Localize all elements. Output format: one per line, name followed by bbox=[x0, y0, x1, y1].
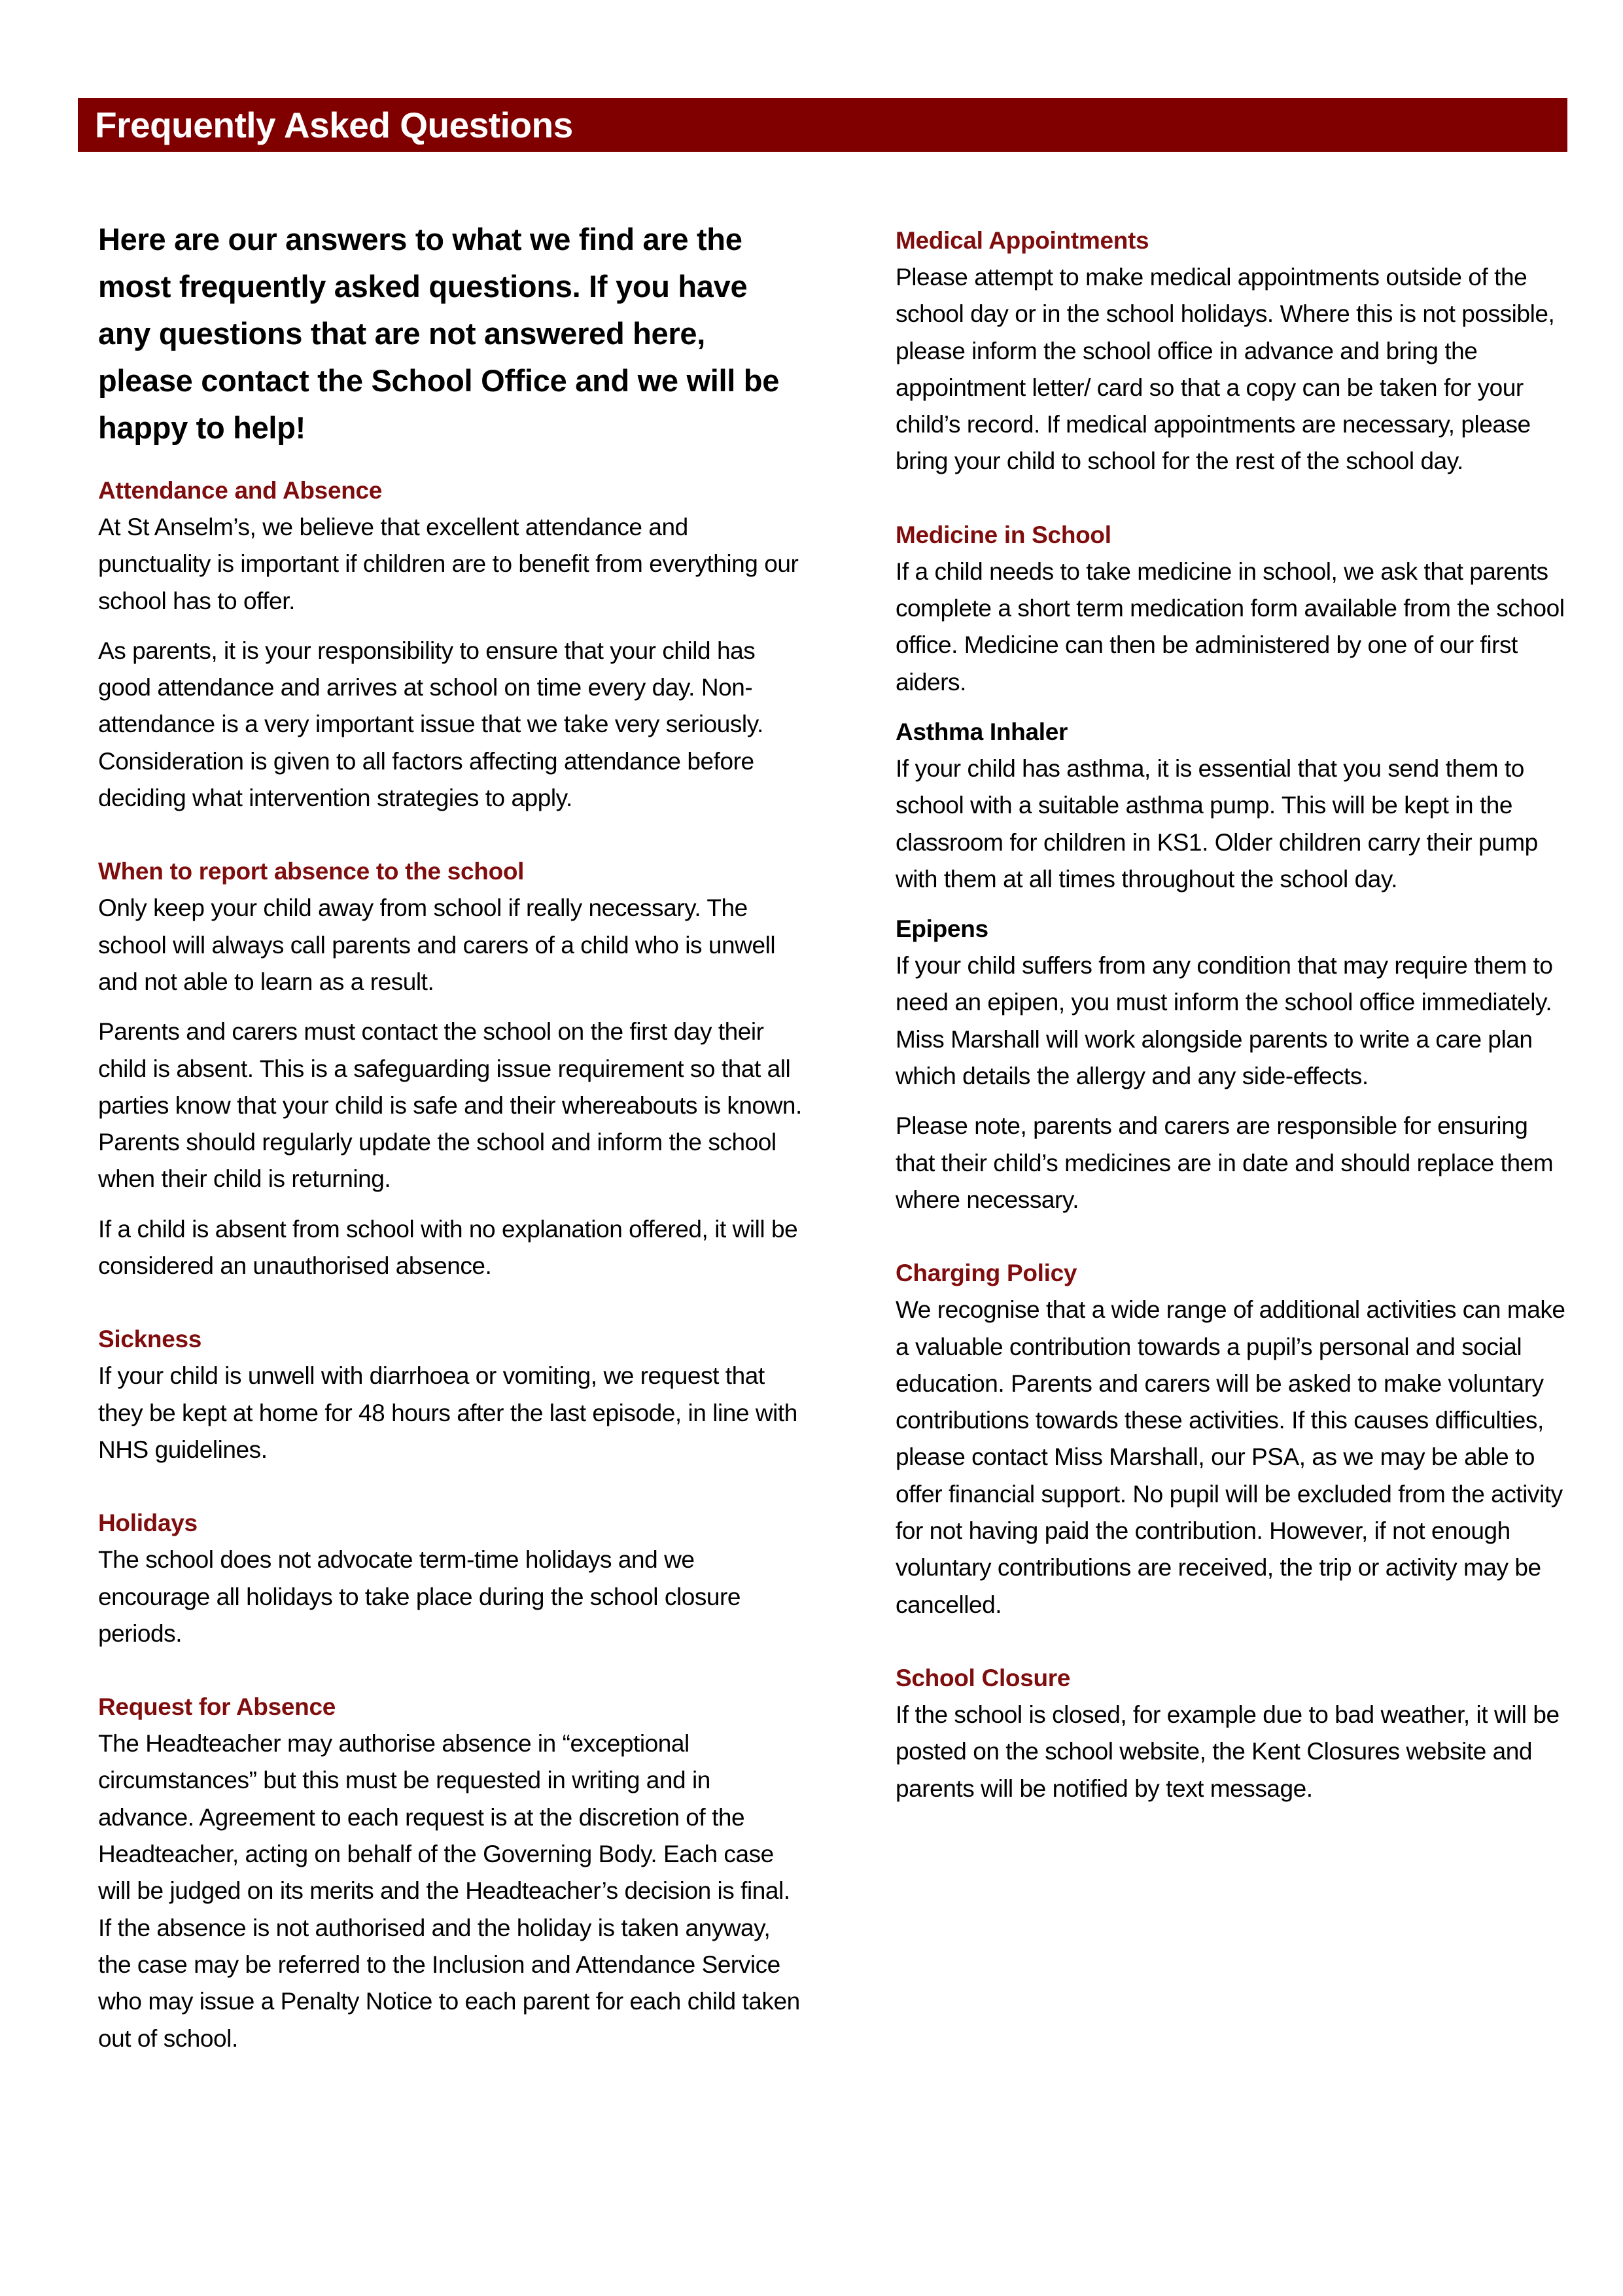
paragraph: Please note, parents and carers are responsible for ensuring that their child’s medicines are in date and should replace them where necessary. bbox=[896, 1112, 1554, 1213]
section-heading: Attendance and Absence bbox=[98, 477, 383, 504]
subheading-epipens: Epipens bbox=[896, 915, 988, 943]
paragraph: If your child has asthma, it is essential that you send them to school with a suitable asthma pump. This will be kept in the classroom for children in KS1. Older children carry their pump with them at all times throughout the school day. bbox=[896, 754, 1538, 892]
left-column bbox=[98, 216, 805, 2094]
paragraph: If the school is closed, for example due to bad weather, it will be posted on the school website, the Kent Closures website and parents will be notified by text message. bbox=[896, 1701, 1560, 1802]
section-holidays bbox=[98, 1505, 805, 1652]
section-heading: Medical Appointments bbox=[896, 227, 1149, 254]
paragraph: As parents, it is your responsibility to ensure that your child has good attendance and arrives at school on time every day. Non-attendance is a very important issue that we take very seriously. Consideration is given to all factors affecting attendance before deciding what intervention strategies to apply. bbox=[98, 637, 763, 812]
subheading-asthma-inhaler: Asthma Inhaler bbox=[896, 718, 1068, 745]
paragraph: If a child needs to take medicine in school, we ask that parents complete a short term medication form available from the school office. Medicine can then be administered by one of our first aiders. bbox=[896, 557, 1565, 696]
section-sickness bbox=[98, 1321, 805, 1468]
section-heading: Request for Absence bbox=[98, 1693, 336, 1721]
paragraph: Only keep your child away from school if really necessary. The school will always call parents and carers of a child who is unwell and not able to learn as a result. bbox=[98, 894, 776, 995]
paragraph: If your child suffers from any condition that may require them to need an epipen, you must inform the school office immediately. Miss Marshall will work alongside parents to write a care plan which details the allergy and any side-effects. bbox=[896, 952, 1553, 1090]
paragraph: If your child is unwell with diarrhoea or vomiting, we request that they be kept at home for 48 hours after the last episode, in line with NHS guidelines. bbox=[98, 1362, 797, 1463]
section-heading: Charging Policy bbox=[896, 1260, 1077, 1287]
section-request-for-absence bbox=[98, 1689, 805, 2057]
paragraph: The Headteacher may authorise absence in “exceptional circumstances” but this must be requested in writing and in advance. Agreement to each request is at the discretion of the Headteacher, acting on behalf of the Governing Body. Each case will be judged on its merits and the Headteacher’s decision is final. If the absence is not authorised and the holiday is taken anyway, the case may be referred to the Inclusion and Attendance Service who may issue a Penalty Notice to each parent for each child taken out of school. bbox=[98, 1730, 800, 2052]
paragraph: At St Anselm’s, we believe that excellent attendance and punctuality is important if children are to benefit from everything our school has to offer. bbox=[98, 514, 799, 614]
paragraph: Parents and carers must contact the school on the first day their child is absent. This is a safeguarding issue requirement so that all parties know that your child is safe and their whereabouts is known. Parents should regularly update the school and inform the school when their child is returning. bbox=[98, 1018, 802, 1193]
page-title-banner bbox=[78, 98, 1567, 152]
section-heading: School Closure bbox=[896, 1664, 1071, 1691]
section-heading: Holidays bbox=[98, 1510, 198, 1537]
paragraph: We recognise that a wide range of additional activities can make a valuable contribution towards a pupil’s personal and social education. Parents and carers will be asked to make voluntary contributions towards these activities. If this causes difficulties, please contact Miss Marshall, our PSA, as we may be able to offer financial support. No pupil will be excluded from the activity for not having paid the contribution. However, if not enough voluntary contributions are received, the trip or activity may be cancelled. bbox=[896, 1296, 1565, 1618]
section-heading: When to report absence to the school bbox=[98, 858, 525, 885]
section-school-closure bbox=[896, 1660, 1569, 1807]
intro-text: Here are our answers to what we find are the most frequently asked questions. If you have any questions that are not answered here, please contact the School Office and we will be happy to help! bbox=[98, 222, 780, 445]
section-when-to-report-absence bbox=[98, 853, 805, 1284]
section-charging-policy bbox=[896, 1255, 1569, 1623]
paragraph: The school does not advocate term-time holidays and we encourage all holidays to take place during the school closure periods. bbox=[98, 1546, 741, 1647]
section-heading: Medicine in School bbox=[896, 521, 1111, 548]
paragraph: Please attempt to make medical appointments outside of the school day or in the school holidays. Where this is not possible, please inform the school office in advance and bring the appointment letter/ card so that a copy can be taken for your child’s record. If medical appointments are necessary, please bring your child to school for the rest of the school day. bbox=[896, 264, 1555, 475]
paragraph: If a child is absent from school with no explanation offered, it will be considered an unauthorised absence. bbox=[98, 1215, 798, 1280]
section-attendance-and-absence bbox=[98, 472, 805, 817]
section-heading: Sickness bbox=[98, 1326, 202, 1353]
right-column bbox=[896, 222, 1569, 1844]
section-medicine-in-school bbox=[896, 517, 1569, 1218]
section-medical-appointments bbox=[896, 222, 1569, 480]
page-title: Frequently Asked Questions bbox=[95, 105, 573, 145]
